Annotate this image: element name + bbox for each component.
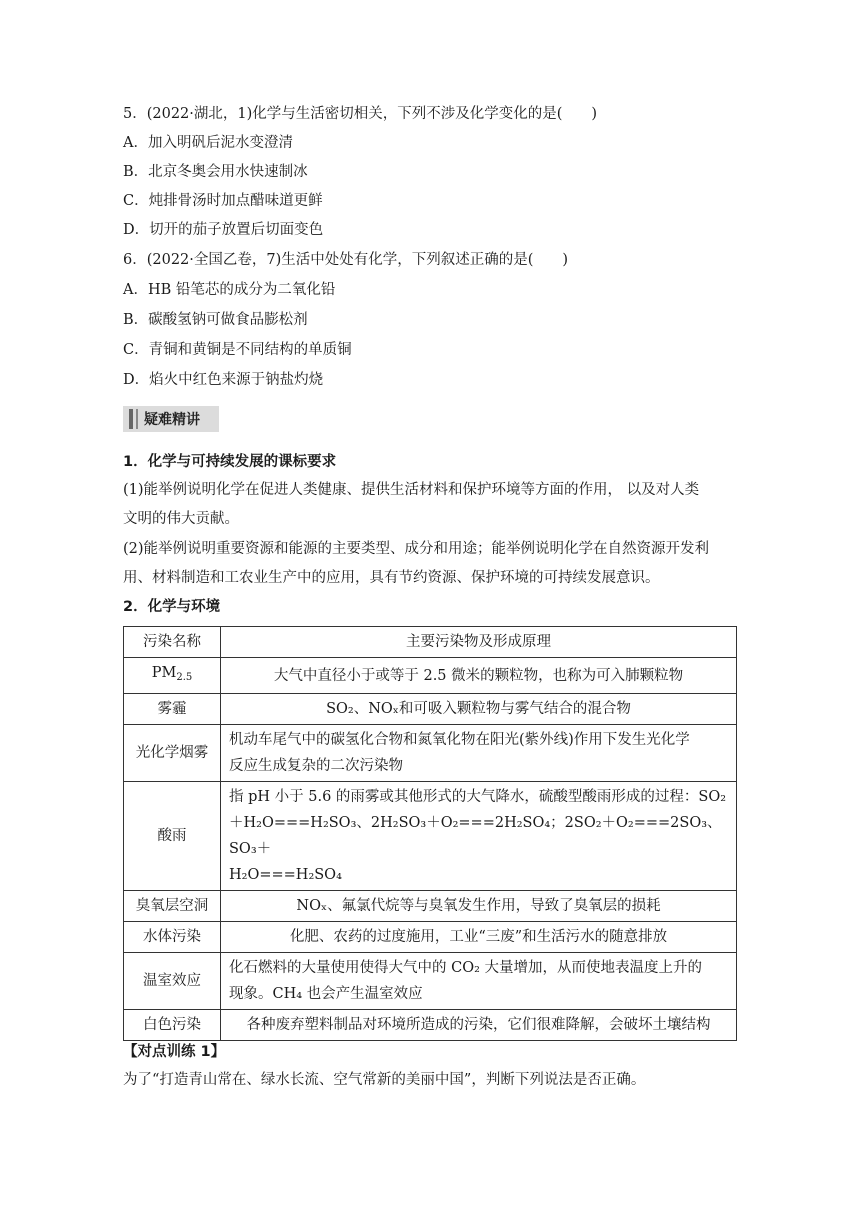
pollution-desc: 指 pH 小于 5.6 的雨雾或其他形式的大气降水，硫酸型酸雨形成的过程：SO₂ ＋H₂O===H₂SO₃、2H₂SO₃＋O₂===2H₂SO₄；2SO₂＋O₂===2SO₃、SO₃＋ H₂O===H₂SO₄ (221, 782, 737, 891)
section-marker-icon (129, 409, 133, 429)
question-6-option-a: A．HB 铅笔芯的成分为二氧化铅 (123, 282, 336, 298)
question-5-option-a: A．加入明矾后泥水变澄清 (123, 135, 293, 151)
pollution-name: 光化学烟雾 (124, 725, 221, 782)
question-5-option-b: B．北京冬奥会用水快速制冰 (123, 164, 308, 180)
question-5-option-c: C．炖排骨汤时加点醋味道更鲜 (123, 193, 323, 209)
pollution-desc: 各种废弃塑料制品对环境所造成的污染，它们很难降解，会破坏土壤结构 (221, 1010, 737, 1041)
question-6-option-d: D．焰火中红色来源于钠盐灼烧 (123, 372, 324, 388)
point-1-title: 1．化学与可持续发展的课标要求 (123, 454, 337, 470)
question-5-option-d: D．切开的茄子放置后切面变色 (123, 222, 324, 238)
table-row (124, 1010, 737, 1041)
pollution-name: 温室效应 (124, 953, 221, 1010)
pollution-desc: 化石燃料的大量使用使得大气中的 CO₂ 大量增加，从而使地表温度上升的 现象。CH₄ 也会产生温室效应 (221, 953, 737, 1010)
table-header-desc: 主要污染物及形成原理 (221, 627, 737, 658)
point-1-line: (1)能举例说明化学在促进人类健康、提供生活材料和保护环境等方面的作用， 以及对人类 (123, 482, 700, 498)
table-row (124, 953, 737, 1010)
pollution-table (123, 626, 737, 1041)
table-row (124, 725, 737, 782)
pollution-desc: 机动车尾气中的碳氢化合物和氮氧化物在阳光(紫外线)作用下发生光化学 反应生成复杂的二次污染物 (221, 725, 737, 782)
training-text: 为了“打造青山常在、绿水长流、空气常新的美丽中国”，判断下列说法是否正确。 (123, 1072, 646, 1088)
pollution-name: 臭氧层空洞 (124, 891, 221, 922)
training-title: 【对点训练 1】 (123, 1044, 226, 1060)
pollution-desc: 大气中直径小于或等于 2.5 微米的颗粒物，也称为可入肺颗粒物 (221, 658, 737, 694)
point-1-line: (2)能举例说明重要资源和能源的主要类型、成分和用途；能举例说明化学在自然资源开发利 (123, 541, 710, 557)
point-1-line: 文明的伟大贡献。 (123, 511, 239, 527)
pollution-name: 雾霾 (124, 694, 221, 725)
section-title: 疑难精讲 (144, 412, 200, 428)
table-header-row (124, 627, 737, 658)
pollution-desc: SO₂、NOₓ和可吸入颗粒物与雾气结合的混合物 (221, 694, 737, 725)
pollution-name: 水体污染 (124, 922, 221, 953)
question-5-stem: 5．(2022·湖北，1)化学与生活密切相关，下列不涉及化学变化的是( ) (123, 106, 598, 122)
section-marker-icon-2 (136, 409, 138, 429)
pollution-name: $PM_{2.5}$ (124, 658, 221, 694)
table-row (124, 782, 737, 891)
question-6-stem: 6．(2022·全国乙卷，7)生活中处处有化学，下列叙述正确的是( ) (123, 252, 569, 268)
point-1-line: 用、材料制造和工农业生产中的应用，具有节约资源、保护环境的可持续发展意识。 (123, 570, 660, 586)
table-row (124, 658, 737, 694)
pollution-desc: 化肥、农药的过度施用，工业“三废”和生活污水的随意排放 (221, 922, 737, 953)
pollution-name: 白色污染 (124, 1010, 221, 1041)
section-header (123, 406, 219, 432)
pollution-desc: NOₓ、氟氯代烷等与臭氧发生作用，导致了臭氧层的损耗 (221, 891, 737, 922)
table-row (124, 922, 737, 953)
question-6-option-b: B．碳酸氢钠可做食品膨松剂 (123, 312, 308, 328)
table-row (124, 694, 737, 725)
table-header-name: 污染名称 (124, 627, 221, 658)
point-2-title: 2．化学与环境 (123, 599, 221, 615)
pollution-name: 酸雨 (124, 782, 221, 891)
table-row (124, 891, 737, 922)
question-6-option-c: C．青铜和黄铜是不同结构的单质铜 (123, 342, 352, 358)
